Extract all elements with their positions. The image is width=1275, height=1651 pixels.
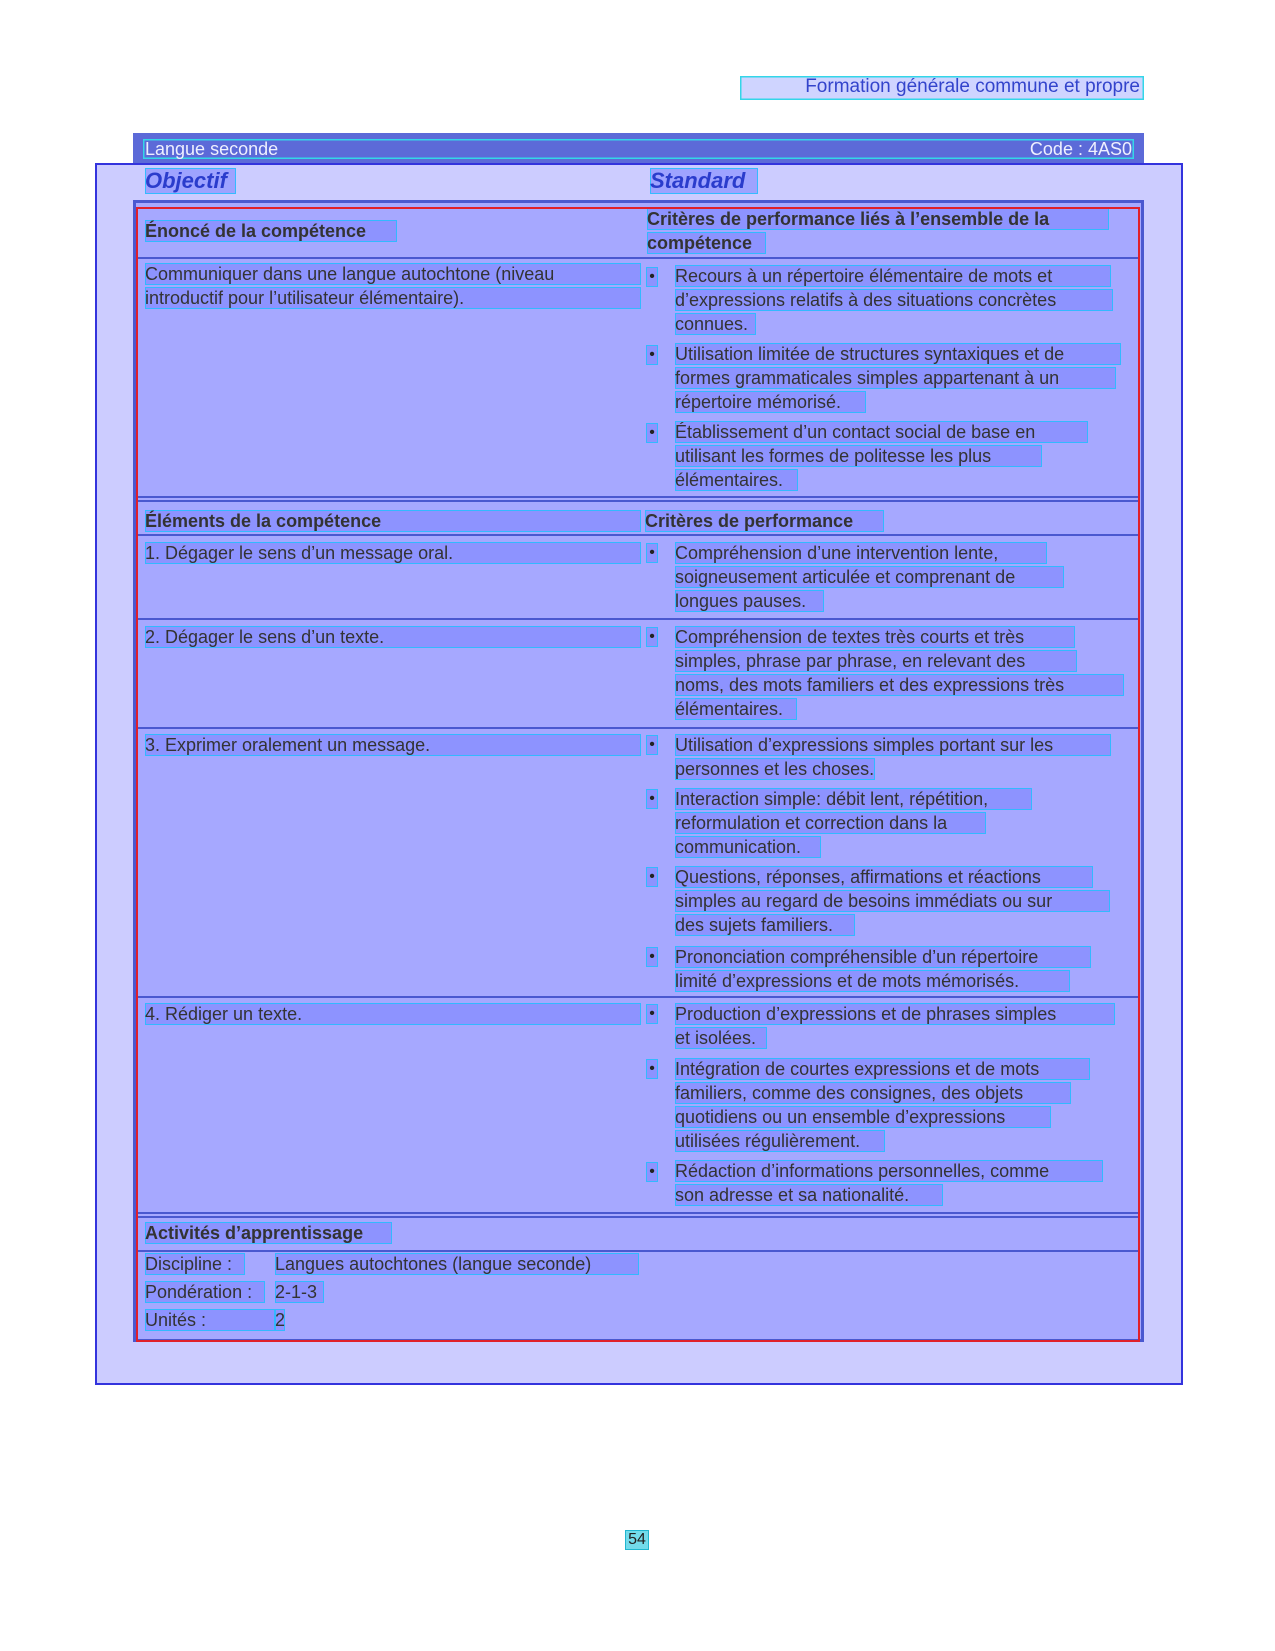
bullet-icon: •: [646, 345, 658, 365]
course-code: Code : 4AS0: [1029, 139, 1132, 159]
criterion-line: personnes et les choses.: [675, 759, 875, 779]
criterion-line: reformulation et correction dans la: [675, 812, 986, 834]
criterion-line: limité d’expressions et de mots mémorisés.: [675, 970, 1070, 992]
competence-criteria-heading-line: compétence: [647, 232, 766, 254]
bullet-icon: •: [646, 1162, 658, 1182]
bullet-icon: •: [646, 867, 658, 887]
row-divider: [136, 996, 1140, 998]
competence-statement-heading: Énoncé de la compétence: [145, 220, 397, 242]
bullet-icon: •: [646, 789, 658, 809]
bullet-icon: •: [646, 423, 658, 443]
criterion-line: élémentaires.: [675, 469, 798, 491]
criterion-line: Prononciation compréhensible d’un répertoire: [675, 946, 1091, 968]
criterion-line: quotidiens ou un ensemble d’expressions: [675, 1106, 1051, 1128]
criterion-line: simples, phrase par phrase, en relevant des: [675, 650, 1077, 672]
element-label: 3. Exprimer oralement un message.: [145, 734, 641, 756]
criterion-line: Interaction simple: débit lent, répétition,: [675, 788, 1032, 810]
section-divider: [136, 496, 1140, 502]
activities-heading: Activités d’apprentissage: [145, 1222, 392, 1244]
ponderation-value: 2-1-3: [275, 1281, 324, 1303]
discipline-label: Discipline :: [145, 1253, 245, 1275]
ponderation-label: Pondération :: [145, 1281, 265, 1303]
criterion-line: Compréhension de textes très courts et très: [675, 626, 1075, 648]
competence-statement-line: introductif pour l’utilisateur élémentaire).: [145, 287, 641, 309]
document-header: Formation générale commune et propre: [740, 76, 1144, 100]
criterion-line: longues pauses.: [675, 590, 824, 612]
bullet-icon: •: [646, 1004, 658, 1024]
criterion-line: formes grammaticales simples appartenant à un: [675, 367, 1116, 389]
criterion-line: communication.: [675, 836, 821, 858]
row-divider: [136, 727, 1140, 729]
element-label: 4. Rédiger un texte.: [145, 1003, 641, 1025]
criterion-line: d’expressions relatifs à des situations concrètes: [675, 289, 1113, 311]
objective-heading: Objectif: [145, 168, 236, 194]
element-label: 2. Dégager le sens d’un texte.: [145, 626, 641, 648]
bullet-icon: •: [646, 735, 658, 755]
course-bar: [133, 133, 1144, 163]
criterion-line: Intégration de courtes expressions et de mots: [675, 1058, 1090, 1080]
criterion-line: Établissement d’un contact social de base en: [675, 421, 1088, 443]
elements-criteria-heading: Critères de performance: [645, 510, 884, 532]
row-divider: [136, 257, 1140, 259]
bullet-icon: •: [646, 543, 658, 563]
criterion-line: connues.: [675, 313, 756, 335]
bullet-icon: •: [646, 1059, 658, 1079]
criterion-line: utilisées régulièrement.: [675, 1130, 885, 1152]
standard-heading: Standard: [650, 168, 758, 194]
page-number: 54: [625, 1530, 649, 1550]
criterion-line: son adresse et sa nationalité.: [675, 1184, 943, 1206]
row-divider: [136, 1250, 1140, 1252]
criterion-line: Utilisation d’expressions simples portant sur les: [675, 734, 1111, 756]
bullet-icon: •: [646, 267, 658, 287]
section-divider: [136, 1212, 1140, 1218]
criterion-line: Recours à un répertoire élémentaire de mots et: [675, 265, 1111, 287]
competence-statement-line: Communiquer dans une langue autochtone (niveau: [145, 263, 641, 285]
criterion-line: des sujets familiers.: [675, 914, 855, 936]
criterion-line: soigneusement articulée et comprenant de: [675, 566, 1064, 588]
criterion-line: Utilisation limitée de structures syntaxiques et de: [675, 343, 1121, 365]
criterion-line: répertoire mémorisé.: [675, 391, 866, 413]
criterion-line: Production d’expressions et de phrases simples: [675, 1003, 1115, 1025]
units-label: Unités :: [145, 1309, 275, 1331]
criterion-line: familiers, comme des consignes, des objets: [675, 1082, 1071, 1104]
criterion-line: élémentaires.: [675, 698, 797, 720]
criterion-line: Rédaction d’informations personnelles, comme: [675, 1160, 1103, 1182]
row-divider: [136, 618, 1140, 620]
competence-criteria-heading-line: Critères de performance liés à l’ensemble de la: [647, 208, 1109, 230]
criterion-line: simples au regard de besoins immédiats ou sur: [675, 890, 1110, 912]
row-divider: [136, 534, 1140, 536]
criterion-line: et isolées.: [675, 1027, 767, 1049]
course-name: Langue seconde: [145, 139, 279, 159]
criterion-line: utilisant les formes de politesse les plus: [675, 445, 1042, 467]
criterion-line: noms, des mots familiers et des expressions très: [675, 674, 1124, 696]
bullet-icon: •: [646, 947, 658, 967]
element-label: 1. Dégager le sens d’un message oral.: [145, 542, 641, 564]
bullet-icon: •: [646, 627, 658, 647]
elements-heading: Éléments de la compétence: [145, 510, 641, 532]
criterion-line: Compréhension d’une intervention lente,: [675, 542, 1047, 564]
discipline-value: Langues autochtones (langue seconde): [275, 1253, 639, 1275]
units-value: 2: [275, 1310, 286, 1330]
criterion-line: Questions, réponses, affirmations et réactions: [675, 866, 1093, 888]
